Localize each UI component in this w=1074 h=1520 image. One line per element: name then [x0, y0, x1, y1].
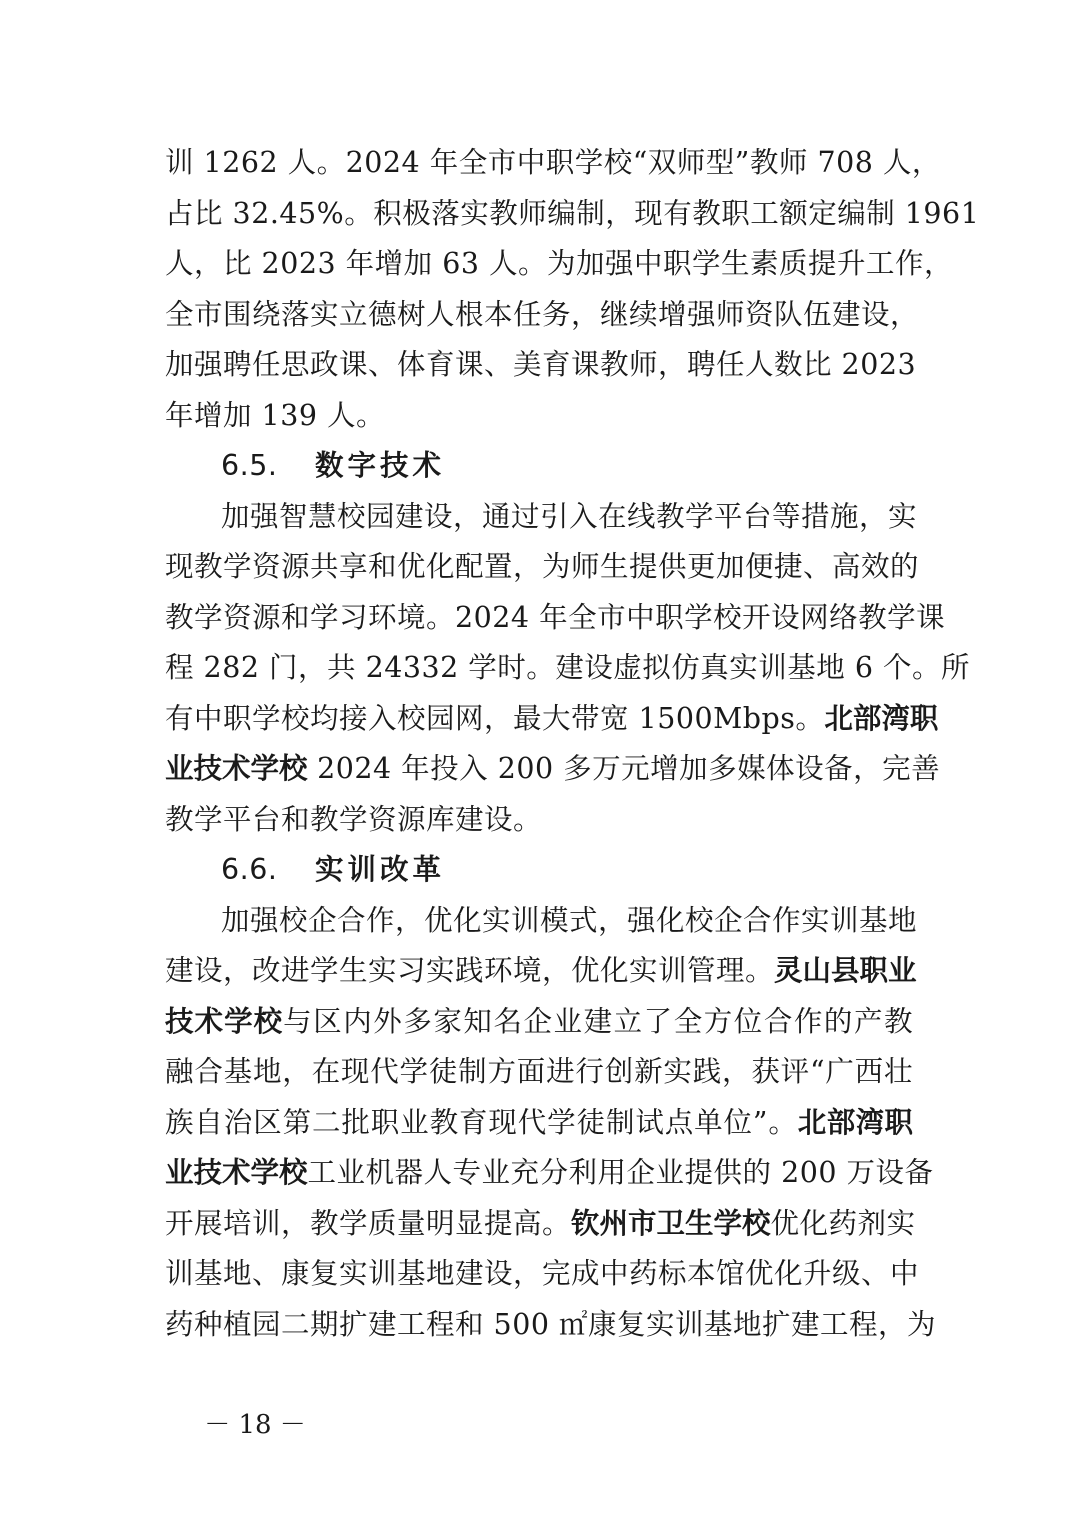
- paragraph-line: [165, 744, 941, 795]
- paragraph-line: 训 1262 人。2024 年全市中职学校“双师型”教师 708 人，: [165, 146, 941, 179]
- line-text: 2024 年投入 200 多万元增加多媒体设备，完善: [307, 752, 941, 785]
- paragraph-line: [165, 946, 917, 997]
- paragraph-line: [165, 997, 913, 1048]
- line-text: 优化药剂实: [770, 1206, 916, 1240]
- line-text: 建设，改进学生实习实践环境，优化实训管理。: [165, 954, 775, 987]
- section-heading-6-6: [165, 845, 913, 896]
- section-number: 6.6.: [221, 853, 278, 886]
- school-name-bold: 钦州市卫生学校: [571, 1206, 771, 1240]
- line-text: 族自治区第二批职业教育现代学徒制试点单位”。: [165, 1105, 798, 1139]
- paragraph-line: 药种植园二期扩建工程和 500 ㎡康复实训基地扩建工程，为: [165, 1307, 937, 1341]
- school-name-bold: 业技术学校: [165, 1156, 308, 1189]
- paragraph-line: 人，比 2023 年增加 63 人。为加强中职学生素质提升工作，: [165, 247, 954, 280]
- page-footer: [0, 1404, 1074, 1441]
- document-body: [165, 138, 980, 1350]
- school-name-bold: 北部湾职: [797, 1105, 913, 1139]
- school-name-bold: 技术学校: [165, 1004, 284, 1038]
- line-text: 与区内外多家知名企业建立了全方位合作的产教: [283, 1004, 913, 1038]
- paragraph-line: 教学资源和学习环境。2024 年全市中职学校开设网络教学课: [165, 600, 946, 634]
- paragraph-line: 加强聘任思政课、体育课、美育课教师，聘任人数比 2023: [165, 348, 917, 381]
- paragraph-line: 现教学资源共享和优化配置，为师生提供更加便捷、高效的: [165, 550, 920, 583]
- school-name-bold: 业技术学校: [165, 752, 308, 785]
- section-number: 6.5.: [221, 449, 278, 482]
- line-text: 开展培训，教学质量明显提高。: [165, 1206, 572, 1240]
- paragraph-line: 融合基地，在现代学徒制方面进行创新实践，获评“广西壮: [165, 1055, 913, 1088]
- paragraph-line: 程 282 门，共 24332 学时。建设虚拟仿真实训基地 6 个。所: [165, 651, 971, 684]
- line-text: 工业机器人专业充分利用企业提供的 200 万设备: [307, 1156, 934, 1189]
- school-name-bold: 灵山县职业: [774, 954, 917, 987]
- paragraph-line: 全市围绕落实立德树人根本任务，继续增强师资队伍建设，: [165, 297, 920, 331]
- school-name-bold: 北部湾职: [824, 701, 939, 735]
- paragraph-line: 加强智慧校园建设，通过引入在线教学平台等措施，实: [221, 499, 918, 533]
- paragraph-line: [165, 1098, 913, 1149]
- section-heading-6-5: [165, 441, 913, 492]
- section-title: 数字技术: [315, 449, 446, 482]
- paragraph-line: [165, 694, 939, 745]
- paragraph-line: [165, 1199, 916, 1250]
- paragraph-line: 加强校企合作，优化实训模式，强化校企合作实训基地: [221, 903, 918, 937]
- paragraph-line: [165, 1148, 934, 1199]
- section-title: 实训改革: [315, 853, 446, 886]
- paragraph-line: 教学平台和教学资源库建设。: [165, 802, 543, 836]
- paragraph-line: 训基地、康复实训基地建设，完成中药标本馆优化升级、中: [165, 1257, 920, 1290]
- paragraph-line: 占比 32.45%。积极落实教师编制，现有教职工额定编制 1961: [165, 196, 980, 230]
- page-number: － 18 －: [204, 1410, 306, 1440]
- paragraph-line: 年增加 139 人。: [165, 398, 386, 432]
- line-text: 有中职学校均接入校园网，最大带宽 1500Mbps。: [165, 701, 825, 735]
